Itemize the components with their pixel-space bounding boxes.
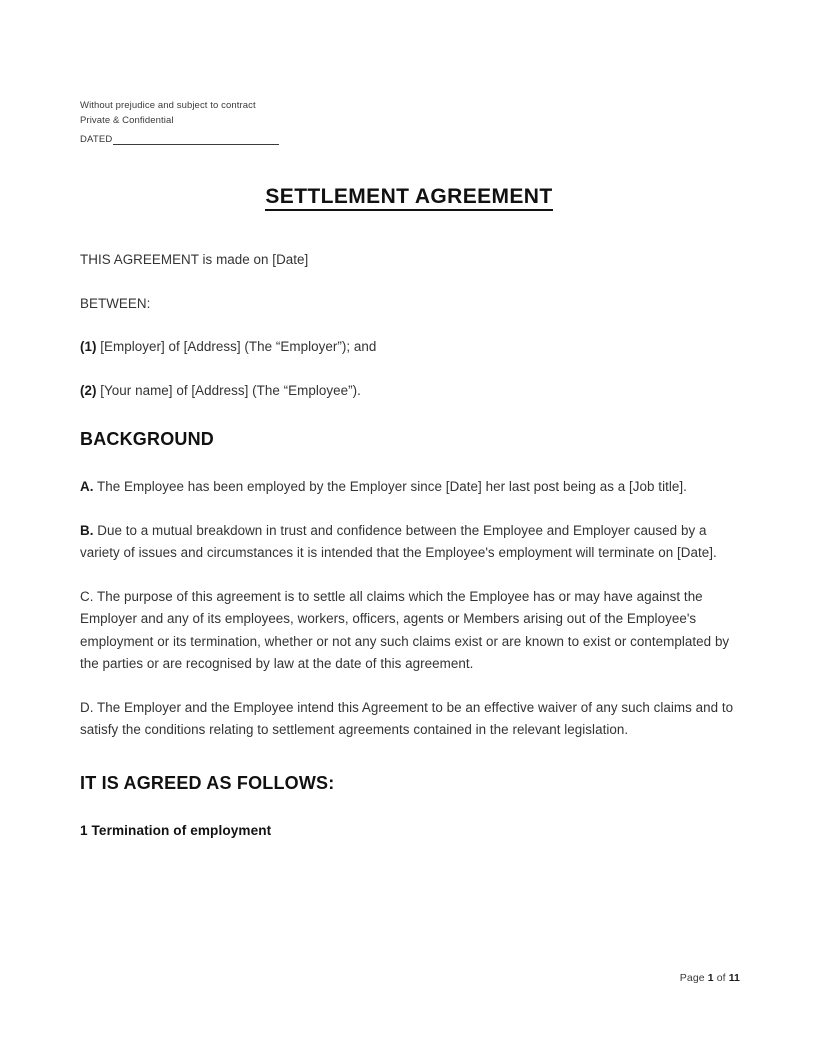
agreement-made-on-line: THIS AGREEMENT is made on [Date] xyxy=(80,252,309,267)
party-2-marker: (2) xyxy=(80,382,97,398)
background-item-c-text: The purpose of this agreement is to settle all claims which the Employee has or may have against the Employer and any of its employees, workers, officers, agents or Members arising out of the Employee's employment or its termination, whether or not any such claims exist or are known to exist or contemplated by the parties or are recognised by law at the date of this agreement. xyxy=(80,588,730,671)
background-item-d-text: The Employer and the Employee intend this Agreement to be an effective waiver of any such claims and to satisfy the conditions relating to settlement agreements contained in the relevant legislation. xyxy=(80,699,734,737)
background-item-a-marker: A. xyxy=(80,479,94,494)
party-1-marker: (1) xyxy=(80,339,97,354)
background-item-a-text: The Employee has been employed by the Employer since [Date] her last post being as a [Job title]. xyxy=(93,479,687,494)
background-item-a xyxy=(80,476,738,499)
party-1-line xyxy=(80,336,738,359)
footer-page-number: 1 xyxy=(707,972,714,984)
page-footer xyxy=(680,972,740,984)
footer-page-prefix: Page xyxy=(679,972,708,984)
background-item-c xyxy=(80,586,738,676)
footer-page-middle: of xyxy=(713,972,729,984)
dated-label: DATED xyxy=(80,134,113,145)
background-item-c-marker: C. xyxy=(80,588,94,604)
clause-1-heading: 1 Termination of employment xyxy=(80,822,272,838)
background-item-b-text: Due to a mutual breakdown in trust and confidence between the Employee and Employer caused by a variety of issues and circumstances it is intended that the Employee's employment will terminate on [Date]. xyxy=(80,522,717,560)
background-item-d-marker: D. xyxy=(80,699,94,715)
background-item-b-marker: B. xyxy=(80,522,94,538)
header-without-prejudice-line: Without prejudice and subject to contract xyxy=(80,100,256,111)
page-title: SETTLEMENT AGREEMENT xyxy=(265,185,552,211)
dated-blank-rule[interactable] xyxy=(113,135,279,145)
background-item-b xyxy=(80,520,738,565)
between-label: BETWEEN: xyxy=(80,295,151,311)
header-private-confidential-line: Private & Confidential xyxy=(80,115,174,126)
document-body xyxy=(80,98,738,838)
it-is-agreed-heading: IT IS AGREED AS FOLLOWS: xyxy=(80,772,335,793)
background-heading: BACKGROUND xyxy=(80,429,214,449)
party-1-text: [Employer] of [Address] (The “Employer”); and xyxy=(96,339,377,354)
background-item-d xyxy=(80,697,738,742)
dated-field-row xyxy=(80,134,738,145)
party-2-text: [Your name] of [Address] (The “Employee”). xyxy=(96,382,361,398)
document-header-block xyxy=(80,98,738,128)
party-2-line xyxy=(80,380,738,403)
footer-total-pages: 11 xyxy=(728,972,740,984)
document-title-wrap xyxy=(80,185,738,209)
